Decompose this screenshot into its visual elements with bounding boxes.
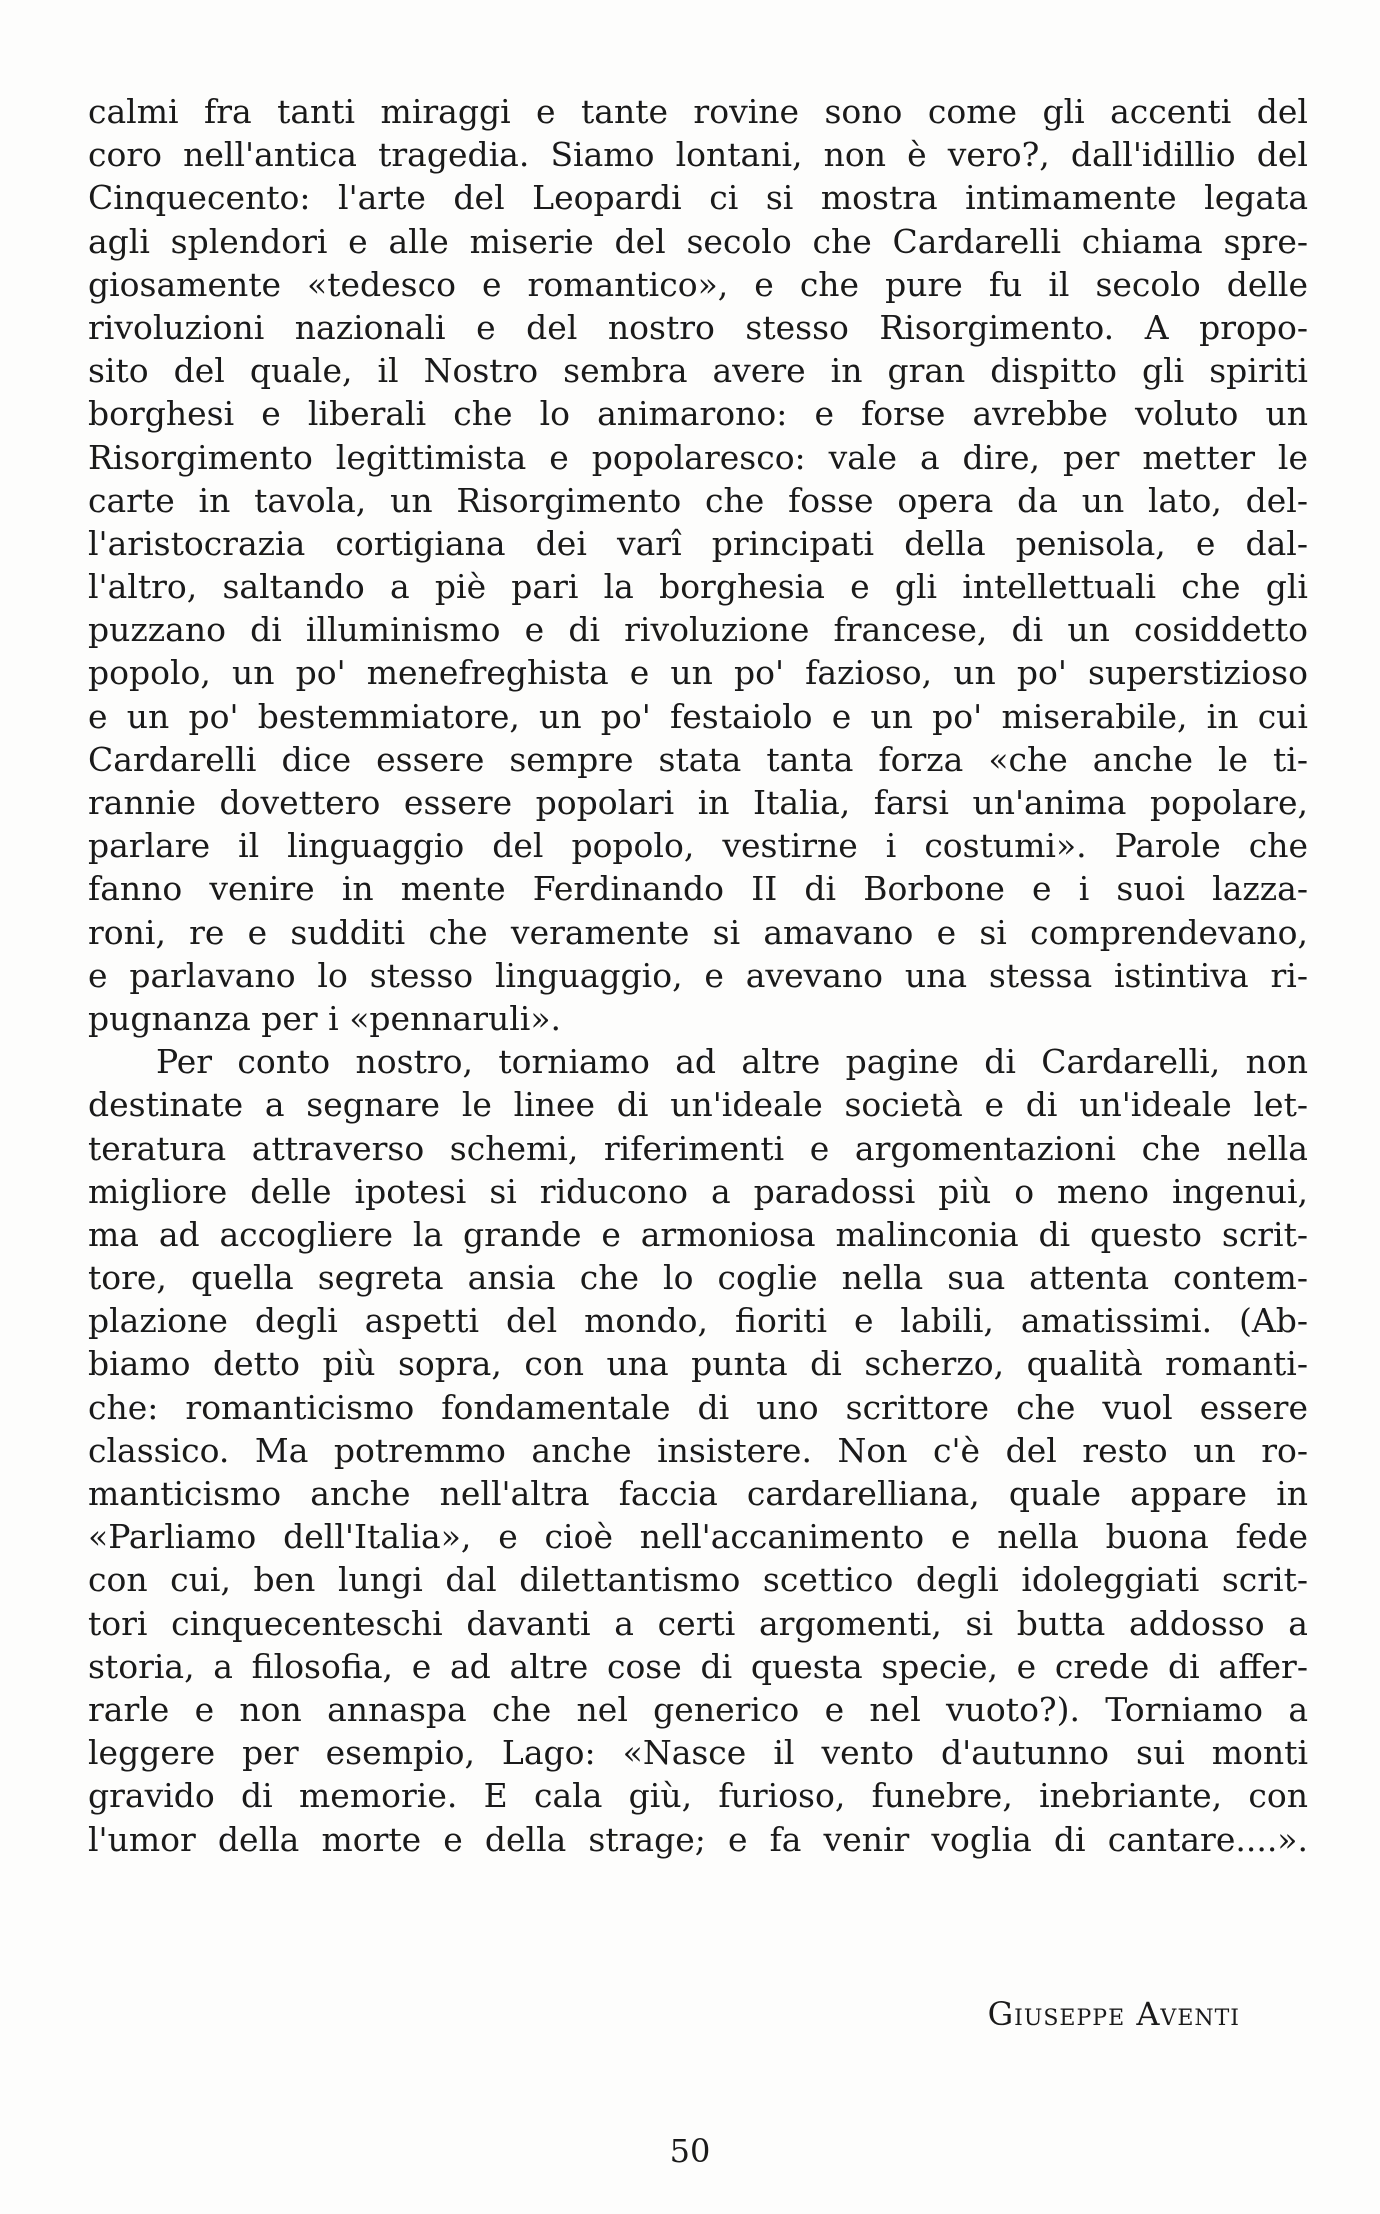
text-line: Per conto nostro, torniamo ad altre pagine di Cardarelli, non (156, 1042, 1308, 1082)
text-line: agli splendori e alle miserie del secolo che Cardarelli chiama spre- (88, 221, 1308, 261)
text-line: «Parliamo dell'Italia», e cioè nell'accanimento e nella buona fede (88, 1517, 1308, 1557)
text-line: roni, re e sudditi che veramente si amavano e si comprendevano, (88, 912, 1308, 952)
page-number: 50 (669, 2132, 711, 2170)
text-line: ma ad accogliere la grande e armoniosa malinconia di questo scrit- (88, 1214, 1308, 1254)
text-line: rarle e non annaspa che nel generico e nel vuoto?). Torniamo a (88, 1689, 1308, 1729)
text-line: Risorgimento legittimista e popolaresco: vale a dire, per metter le (88, 437, 1308, 477)
text-line: coro nell'antica tragedia. Siamo lontani, non è vero?, dall'idillio del (88, 135, 1308, 175)
text-line: con cui, ben lungi dal dilettantismo scettico degli idoleggiati scrit- (88, 1560, 1308, 1600)
text-line: giosamente «tedesco e romantico», e che pure fu il secolo delle (88, 264, 1308, 304)
text-line: popolo, un po' menefreghista e un po' fazioso, un po' superstizioso (88, 653, 1308, 693)
text-line: pugnanza per i «pennaruli». (88, 998, 562, 1038)
text-line: fanno venire in mente Ferdinando II di Borbone e i suoi lazza- (88, 869, 1308, 909)
text-line: biamo detto più sopra, con una punta di scherzo, qualità romanti- (88, 1344, 1308, 1384)
text-line: che: romanticismo fondamentale di uno scrittore che vuol essere (88, 1387, 1308, 1427)
text-line: l'umor della morte e della strage; e fa venir voglia di cantare....». (88, 1819, 1308, 1859)
text-line: l'aristocrazia cortigiana dei varî principati della penisola, e dal- (88, 523, 1308, 563)
text-line: tori cinquecenteschi davanti a certi argomenti, si butta addosso a (88, 1603, 1308, 1643)
text-line: gravido di memorie. E cala giù, furioso, funebre, inebriante, con (88, 1776, 1308, 1816)
text-line: destinate a segnare le linee di un'ideale società e di un'ideale let- (88, 1085, 1308, 1125)
text-line: classico. Ma potremmo anche insistere. Non c'è del resto un ro- (88, 1430, 1308, 1470)
text-line: Cardarelli dice essere sempre stata tanta forza «che anche le ti- (88, 739, 1308, 779)
text-line: puzzano di illuminismo e di rivoluzione francese, di un cosiddetto (88, 610, 1308, 650)
text-line: e parlavano lo stesso linguaggio, e avevano una stessa istintiva ri- (88, 955, 1308, 995)
text-line: tore, quella segreta ansia che lo coglie nella sua attenta contem- (88, 1258, 1308, 1298)
text-line: migliore delle ipotesi si riducono a paradossi più o meno ingenui, (88, 1171, 1308, 1211)
text-line: borghesi e liberali che lo animarono: e forse avrebbe voluto un (88, 394, 1308, 434)
author-signature: Giuseppe Aventi (987, 1995, 1240, 2033)
text-line: calmi fra tanti miraggi e tante rovine sono come gli accenti del (88, 92, 1308, 131)
text-line: leggere per esempio, Lago: «Nasce il vento d'autunno sui monti (88, 1733, 1308, 1773)
text-line: manticismo anche nell'altra faccia cardarelliana, quale appare in (88, 1474, 1308, 1513)
text-line: carte in tavola, un Risorgimento che fosse opera da un lato, del- (88, 480, 1308, 520)
text-line: rivoluzioni nazionali e del nostro stesso Risorgimento. A propo- (88, 307, 1308, 347)
text-line: sito del quale, il Nostro sembra avere in gran dispitto gli spiriti (88, 351, 1308, 391)
text-line: l'altro, saltando a piè pari la borghesia e gli intellettuali che gli (88, 567, 1308, 607)
text-line: parlare il linguaggio del popolo, vestirne i costumi». Parole che (88, 826, 1308, 866)
text-line: storia, a filosofia, e ad altre cose di questa specie, e crede di affer- (88, 1646, 1308, 1686)
text-line: plazione degli aspetti del mondo, fioriti e labili, amatissimi. (Ab- (88, 1301, 1308, 1341)
text-line: Cinquecento: l'arte del Leopardi ci si mostra intimamente legata (88, 178, 1308, 218)
text-line: e un po' bestemmiatore, un po' festaiolo e un po' miserabile, in cui (88, 696, 1308, 736)
text-line: rannie dovettero essere popolari in Italia, farsi un'anima popolare, (88, 783, 1308, 822)
body-text (88, 90, 1308, 1861)
text-line: teratura attraverso schemi, riferimenti e argomentazioni che nella (88, 1128, 1308, 1168)
